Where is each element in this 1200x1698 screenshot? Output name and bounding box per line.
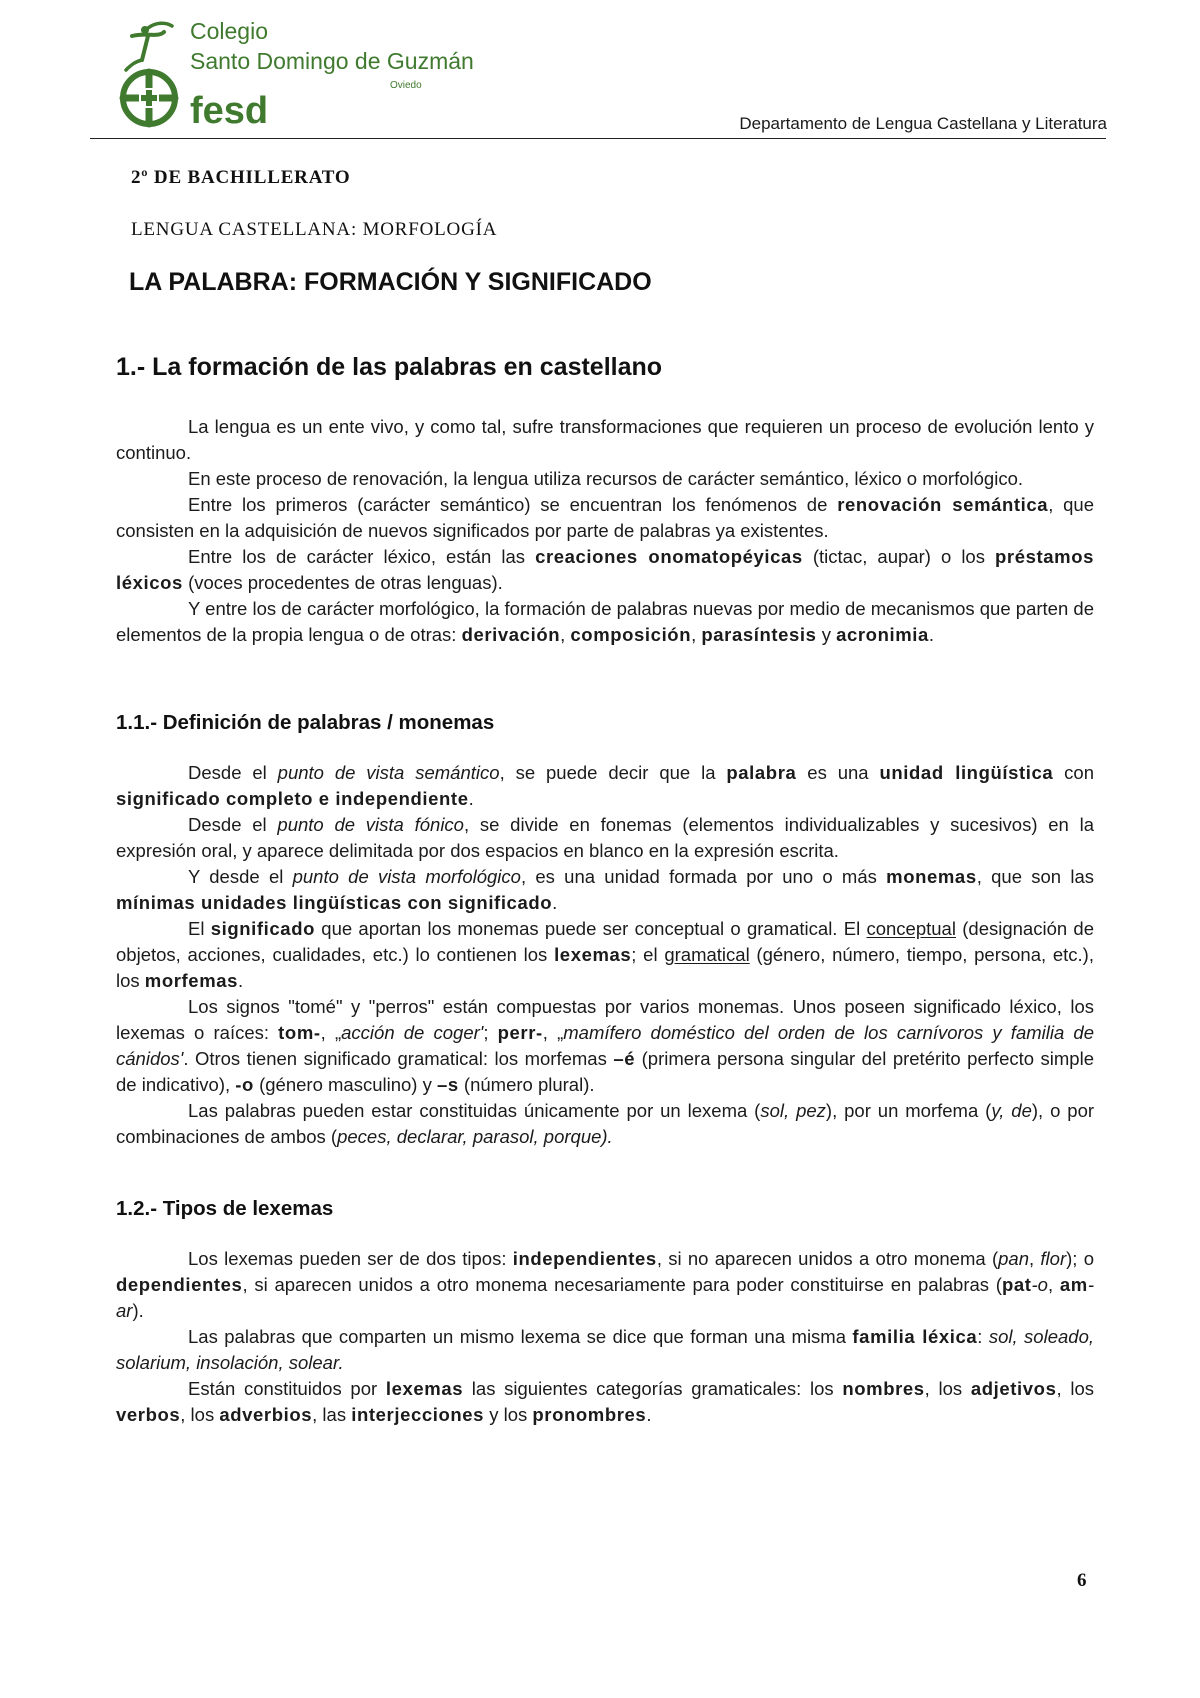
text-run: Los signos "tomé" y "perros" están compuestas por varios monemas. Unos poseen significado léxico, los lexemas o raíces:	[116, 996, 1094, 1043]
text-run: ).	[132, 1300, 144, 1321]
paragraph	[116, 544, 1094, 596]
text-run: (designación de objetos, acciones, cualidades, etc.) lo contienen los	[116, 918, 1095, 965]
logo-acronym: fesd	[190, 90, 269, 132]
text-run: ,	[1029, 1248, 1041, 1269]
text-run: .	[238, 970, 244, 991]
key-term: palabra	[726, 762, 797, 783]
text-run: ; el	[631, 944, 665, 965]
key-term: parasíntesis	[701, 624, 817, 645]
text-run: , los	[924, 1378, 971, 1399]
text-run: Desde el	[188, 762, 278, 783]
italic-term: sol, pez	[760, 1100, 826, 1121]
key-term: morfemas	[144, 970, 239, 991]
italic-term: sol, soleado, solarium, insolación, solear.	[116, 1326, 1094, 1373]
logo-school-line1: Colegio	[190, 18, 268, 44]
text-run: ,	[691, 624, 702, 645]
text-run: Las palabras que comparten un mismo lexema se dice que forman una misma	[188, 1326, 853, 1347]
paragraph	[116, 916, 1094, 994]
paragraph	[116, 1324, 1094, 1376]
key-term: nombres	[842, 1378, 925, 1399]
key-term: am	[1059, 1274, 1088, 1295]
text-run: :	[977, 1326, 989, 1347]
text-run: Entre los de carácter léxico, están las	[188, 546, 536, 567]
italic-term: mamífero doméstico del orden de los carnívoros y familia de cánidos'	[116, 1022, 1094, 1069]
text-run: Y entre los de carácter morfológico, la formación de palabras nuevas por medio de mecanismos que parten de elementos de la propia lengua o de otras:	[116, 598, 1094, 645]
header-divider	[90, 138, 1106, 139]
text-run: (tictac, aupar) o los	[802, 546, 996, 567]
page-number: 6	[1077, 1570, 1087, 1591]
key-term: –s	[437, 1074, 459, 1095]
paragraph	[116, 1246, 1094, 1324]
department-header: Departamento de Lengua Castellana y Literatura	[739, 114, 1107, 133]
text-run: .	[928, 624, 935, 645]
text-run: . Otros tienen significado gramatical: los morfemas	[183, 1048, 614, 1069]
paragraph	[116, 760, 1094, 812]
key-term: perr-	[497, 1022, 543, 1043]
text-run: (género, número, tiempo, persona, etc.), los	[116, 944, 1094, 991]
italic-term: acción de coger'	[341, 1022, 484, 1043]
key-term: dependientes	[116, 1274, 243, 1295]
italic-term: -o	[1031, 1274, 1048, 1295]
text-run: .	[552, 892, 558, 913]
text-run: , se puede decir que la	[499, 762, 727, 783]
paragraph	[116, 994, 1094, 1098]
paragraph	[116, 864, 1094, 916]
italic-term: flor	[1040, 1248, 1067, 1269]
key-term: renovación semántica	[837, 494, 1049, 515]
text-run: Los lexemas pueden ser de dos tipos:	[188, 1248, 513, 1269]
text-run: Entre los primeros (carácter semántico) se encuentran los fenómenos de	[188, 494, 838, 515]
text-run: .	[468, 788, 474, 809]
italic-term: -ar	[116, 1274, 1094, 1321]
text-run: , se divide en fonemas (elementos individualizables y sucesivos) en la expresión oral, y aparece delimitada por dos espacios en blanco en la expresión escrita.	[116, 814, 1095, 861]
underlined-term: gramatical	[664, 944, 750, 965]
key-term: préstamos léxicos	[116, 546, 1094, 593]
text-run: con	[1053, 762, 1095, 783]
text-run: Las palabras pueden estar constituidas únicamente por un lexema (	[188, 1100, 761, 1121]
page-title: LA PALABRA: FORMACIÓN Y SIGNIFICADO	[129, 268, 652, 296]
italic-term: pan	[998, 1248, 1029, 1269]
text-run: (género masculino) y	[253, 1074, 437, 1095]
section-heading: 1.- La formación de las palabras en castellano	[116, 353, 663, 381]
key-term: adjetivos	[970, 1378, 1057, 1399]
key-term: monemas	[886, 866, 977, 887]
text-run: (voces procedentes de otras lenguas).	[182, 572, 503, 593]
text-run: , que consisten en la adquisición de nuevos significados por parte de palabras ya existentes.	[116, 494, 1094, 541]
text-run: , las	[312, 1404, 352, 1425]
paragraph	[116, 812, 1094, 864]
key-term: lexemas	[385, 1378, 464, 1399]
key-term: -o	[235, 1074, 254, 1095]
text-run: y los	[484, 1404, 533, 1425]
text-run: , „	[320, 1022, 342, 1043]
text-run: y	[816, 624, 837, 645]
text-run: Desde el	[188, 814, 278, 835]
key-term: composición	[570, 624, 692, 645]
paragraph	[116, 492, 1094, 544]
italic-term: peces, declarar, parasol, porque).	[337, 1126, 613, 1147]
key-term: mínimas unidades lingüísticas con significado	[116, 892, 553, 913]
course-label: 2º DE BACHILLERATO	[131, 167, 351, 188]
key-term: verbos	[116, 1404, 181, 1425]
key-term: –é	[613, 1048, 636, 1069]
text-run: El	[188, 918, 211, 939]
key-term: interjecciones	[351, 1404, 485, 1425]
key-term: significado	[210, 918, 315, 939]
paragraph	[116, 414, 1094, 466]
text-run: , los	[1056, 1378, 1094, 1399]
text-run: ), por un morfema (	[825, 1100, 992, 1121]
text-run: , es una unidad formada por uno o más	[520, 866, 887, 887]
paragraph	[116, 1098, 1094, 1150]
fesd-emblem-icon	[104, 18, 194, 130]
key-term: independientes	[512, 1248, 657, 1269]
paragraph	[116, 596, 1094, 648]
subsection-heading: 1.1.- Definición de palabras / monemas	[116, 711, 495, 734]
subject-label: LENGUA CASTELLANA: MORFOLOGÍA	[131, 219, 498, 240]
text-run: , „	[542, 1022, 564, 1043]
text-run: las siguientes categorías gramaticales: los	[463, 1378, 843, 1399]
text-run: ,	[560, 624, 571, 645]
italic-term: punto de vista morfológico	[292, 866, 521, 887]
text-run: .	[646, 1404, 652, 1425]
text-run: Y desde el	[188, 866, 293, 887]
paragraph	[116, 1376, 1094, 1428]
key-term: creaciones onomatopéyicas	[535, 546, 803, 567]
text-run: Están constituidos por	[188, 1378, 386, 1399]
text-run: ); o	[1066, 1248, 1094, 1269]
key-term: lexemas	[554, 944, 632, 965]
text-run: (primera persona singular del pretérito perfecto simple de indicativo),	[116, 1048, 1094, 1095]
text-run: ;	[483, 1022, 498, 1043]
school-logo	[104, 18, 474, 132]
text-run: , que son las	[976, 866, 1094, 887]
key-term: derivación	[461, 624, 561, 645]
key-term: pronombres	[532, 1404, 647, 1425]
text-run: , los	[180, 1404, 220, 1425]
italic-term: y, de	[991, 1100, 1032, 1121]
italic-term: punto de vista fónico	[277, 814, 464, 835]
key-term: pat	[1001, 1274, 1032, 1295]
text-run: , si no aparecen unidos a otro monema (	[656, 1248, 999, 1269]
text-run: (número plural).	[458, 1074, 595, 1095]
text-run: que aportan los monemas puede ser conceptual o gramatical. El	[315, 918, 867, 939]
key-term: unidad lingüística	[879, 762, 1054, 783]
text-run: ), o por combinaciones de ambos (	[116, 1100, 1095, 1147]
paragraph	[116, 466, 1094, 492]
document-body	[116, 352, 1094, 1428]
text-run: es una	[796, 762, 880, 783]
text-run: En este proceso de renovación, la lengua utiliza recursos de carácter semántico, léxico o morfológico.	[188, 468, 1023, 489]
italic-term: punto de vista semántico	[277, 762, 500, 783]
underlined-term: conceptual	[866, 918, 956, 939]
subsection-heading: 1.2.- Tipos de lexemas	[116, 1197, 334, 1220]
key-term: adverbios	[219, 1404, 313, 1425]
text-run: , si aparecen unidos a otro monema necesariamente para poder constituirse en palabras (	[242, 1274, 1002, 1295]
text-run: ,	[1047, 1274, 1060, 1295]
key-term: acronimia	[836, 624, 929, 645]
logo-school-city: Oviedo	[390, 80, 422, 91]
text-run: La lengua es un ente vivo, y como tal, sufre transformaciones que requieren un proceso de evolución lento y continuo.	[116, 416, 1094, 463]
logo-school-line2: Santo Domingo de Guzmán	[190, 48, 474, 74]
key-term: significado completo e independiente	[116, 788, 469, 809]
key-term: familia léxica	[852, 1326, 978, 1347]
key-term: tom-	[278, 1022, 321, 1043]
